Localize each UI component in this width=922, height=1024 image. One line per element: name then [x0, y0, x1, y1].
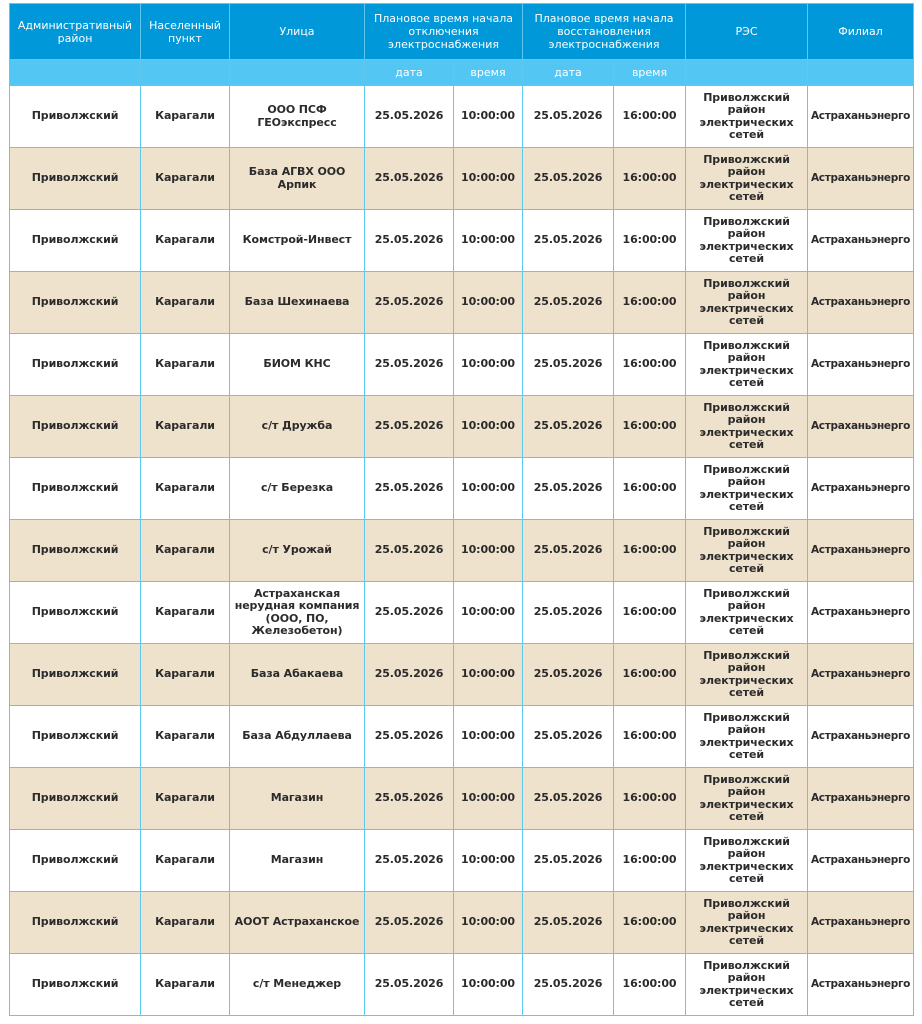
table-row [10, 272, 914, 334]
cell-street: с/т Менеджер [230, 954, 365, 1016]
table-row [10, 210, 914, 272]
table-body [10, 86, 914, 1016]
cell-branch: Астраханьэнерго [808, 334, 914, 396]
cell-restore-date: 25.05.2026 [523, 148, 614, 210]
cell-restore-time: 16:00:00 [614, 334, 686, 396]
cell-locality: Карагали [141, 148, 230, 210]
cell-start-date: 25.05.2026 [365, 520, 454, 582]
cell-start-date: 25.05.2026 [365, 458, 454, 520]
cell-street: Магазин [230, 830, 365, 892]
cell-street: База Абакаева [230, 644, 365, 706]
cell-locality: Карагали [141, 396, 230, 458]
cell-restore-date: 25.05.2026 [523, 458, 614, 520]
cell-locality: Карагали [141, 582, 230, 644]
cell-restore-date: 25.05.2026 [523, 706, 614, 768]
subheader-restore-time: время [614, 60, 686, 86]
cell-start-time: 10:00:00 [454, 892, 523, 954]
cell-start-date: 25.05.2026 [365, 396, 454, 458]
cell-start-date: 25.05.2026 [365, 148, 454, 210]
cell-restore-time: 16:00:00 [614, 396, 686, 458]
table-subheader-row [10, 60, 914, 86]
cell-start-date: 25.05.2026 [365, 582, 454, 644]
cell-locality: Карагали [141, 706, 230, 768]
cell-street: БИОМ КНС [230, 334, 365, 396]
cell-restore-date: 25.05.2026 [523, 830, 614, 892]
cell-restore-date: 25.05.2026 [523, 520, 614, 582]
cell-locality: Карагали [141, 644, 230, 706]
cell-start-time: 10:00:00 [454, 520, 523, 582]
cell-restore-date: 25.05.2026 [523, 954, 614, 1016]
cell-restore-time: 16:00:00 [614, 520, 686, 582]
cell-district: Приволжский [10, 458, 141, 520]
cell-locality: Карагали [141, 954, 230, 1016]
cell-branch: Астраханьэнерго [808, 768, 914, 830]
cell-res: Приволжский район электрических сетей [686, 520, 808, 582]
cell-district: Приволжский [10, 396, 141, 458]
cell-restore-date: 25.05.2026 [523, 892, 614, 954]
cell-start-time: 10:00:00 [454, 210, 523, 272]
cell-start-time: 10:00:00 [454, 706, 523, 768]
cell-res: Приволжский район электрических сетей [686, 334, 808, 396]
cell-restore-time: 16:00:00 [614, 830, 686, 892]
cell-branch: Астраханьэнерго [808, 706, 914, 768]
cell-start-time: 10:00:00 [454, 954, 523, 1016]
header-locality: Населенный пункт [141, 4, 230, 60]
cell-res: Приволжский район электрических сетей [686, 644, 808, 706]
cell-restore-time: 16:00:00 [614, 582, 686, 644]
cell-street: Астраханская нерудная компания (ООО, ПО, Железобетон) [230, 582, 365, 644]
subheader-empty [230, 60, 365, 86]
cell-start-date: 25.05.2026 [365, 892, 454, 954]
cell-start-time: 10:00:00 [454, 396, 523, 458]
cell-district: Приволжский [10, 210, 141, 272]
cell-restore-time: 16:00:00 [614, 644, 686, 706]
cell-branch: Астраханьэнерго [808, 148, 914, 210]
cell-res: Приволжский район электрических сетей [686, 148, 808, 210]
cell-start-time: 10:00:00 [454, 582, 523, 644]
cell-street: База АГВХ ООО Арпик [230, 148, 365, 210]
cell-district: Приволжский [10, 706, 141, 768]
header-restore: Плановое время начала восстановления электроснабжения [523, 4, 686, 60]
cell-res: Приволжский район электрических сетей [686, 272, 808, 334]
cell-locality: Карагали [141, 892, 230, 954]
cell-res: Приволжский район электрических сетей [686, 86, 808, 148]
cell-street: с/т Дружба [230, 396, 365, 458]
cell-street: База Шехинаева [230, 272, 365, 334]
subheader-empty [10, 60, 141, 86]
cell-restore-time: 16:00:00 [614, 272, 686, 334]
cell-restore-date: 25.05.2026 [523, 86, 614, 148]
cell-street: АООТ Астраханское [230, 892, 365, 954]
cell-restore-time: 16:00:00 [614, 210, 686, 272]
cell-district: Приволжский [10, 86, 141, 148]
cell-street: Комстрой-Инвест [230, 210, 365, 272]
subheader-empty [808, 60, 914, 86]
cell-branch: Астраханьэнерго [808, 582, 914, 644]
table-row [10, 520, 914, 582]
cell-branch: Астраханьэнерго [808, 458, 914, 520]
cell-locality: Карагали [141, 272, 230, 334]
cell-district: Приволжский [10, 520, 141, 582]
cell-branch: Астраханьэнерго [808, 210, 914, 272]
cell-res: Приволжский район электрических сетей [686, 706, 808, 768]
cell-restore-date: 25.05.2026 [523, 334, 614, 396]
cell-res: Приволжский район электрических сетей [686, 458, 808, 520]
cell-res: Приволжский район электрических сетей [686, 954, 808, 1016]
cell-restore-time: 16:00:00 [614, 148, 686, 210]
subheader-empty [686, 60, 808, 86]
cell-start-date: 25.05.2026 [365, 706, 454, 768]
table-row [10, 954, 914, 1016]
cell-restore-date: 25.05.2026 [523, 582, 614, 644]
cell-restore-time: 16:00:00 [614, 892, 686, 954]
cell-start-time: 10:00:00 [454, 768, 523, 830]
cell-restore-time: 16:00:00 [614, 954, 686, 1016]
cell-res: Приволжский район электрических сетей [686, 210, 808, 272]
cell-start-time: 10:00:00 [454, 86, 523, 148]
cell-branch: Астраханьэнерго [808, 272, 914, 334]
header-start: Плановое время начала отключения электроснабжения [365, 4, 523, 60]
header-district: Административный район [10, 4, 141, 60]
cell-res: Приволжский район электрических сетей [686, 582, 808, 644]
cell-locality: Карагали [141, 86, 230, 148]
cell-start-date: 25.05.2026 [365, 272, 454, 334]
cell-locality: Карагали [141, 768, 230, 830]
table-row [10, 148, 914, 210]
cell-district: Приволжский [10, 830, 141, 892]
table-row [10, 86, 914, 148]
cell-district: Приволжский [10, 768, 141, 830]
cell-street: Магазин [230, 768, 365, 830]
cell-restore-date: 25.05.2026 [523, 644, 614, 706]
header-street: Улица [230, 4, 365, 60]
cell-restore-time: 16:00:00 [614, 458, 686, 520]
cell-district: Приволжский [10, 582, 141, 644]
table-row [10, 334, 914, 396]
subheader-empty [141, 60, 230, 86]
cell-branch: Астраханьэнерго [808, 954, 914, 1016]
cell-restore-date: 25.05.2026 [523, 768, 614, 830]
cell-branch: Астраханьэнерго [808, 830, 914, 892]
cell-street: ООО ПСФ ГЕОэкспресс [230, 86, 365, 148]
table-row [10, 396, 914, 458]
subheader-restore-date: дата [523, 60, 614, 86]
cell-start-date: 25.05.2026 [365, 86, 454, 148]
cell-start-time: 10:00:00 [454, 334, 523, 396]
cell-start-date: 25.05.2026 [365, 334, 454, 396]
cell-start-time: 10:00:00 [454, 644, 523, 706]
cell-restore-date: 25.05.2026 [523, 272, 614, 334]
cell-district: Приволжский [10, 892, 141, 954]
cell-res: Приволжский район электрических сетей [686, 830, 808, 892]
cell-start-date: 25.05.2026 [365, 210, 454, 272]
cell-restore-date: 25.05.2026 [523, 396, 614, 458]
cell-branch: Астраханьэнерго [808, 892, 914, 954]
cell-start-date: 25.05.2026 [365, 644, 454, 706]
table-header-row [10, 4, 914, 60]
cell-start-time: 10:00:00 [454, 148, 523, 210]
cell-start-time: 10:00:00 [454, 272, 523, 334]
table-row [10, 458, 914, 520]
cell-res: Приволжский район электрических сетей [686, 396, 808, 458]
cell-start-time: 10:00:00 [454, 830, 523, 892]
table-row [10, 892, 914, 954]
cell-district: Приволжский [10, 148, 141, 210]
table-row [10, 582, 914, 644]
table-row [10, 644, 914, 706]
table-row [10, 706, 914, 768]
cell-locality: Карагали [141, 210, 230, 272]
cell-street: с/т Урожай [230, 520, 365, 582]
cell-locality: Карагали [141, 334, 230, 396]
cell-district: Приволжский [10, 272, 141, 334]
cell-res: Приволжский район электрических сетей [686, 892, 808, 954]
table-row [10, 830, 914, 892]
table-row [10, 768, 914, 830]
cell-branch: Астраханьэнерго [808, 520, 914, 582]
header-res: РЭС [686, 4, 808, 60]
cell-start-date: 25.05.2026 [365, 954, 454, 1016]
cell-res: Приволжский район электрических сетей [686, 768, 808, 830]
cell-start-date: 25.05.2026 [365, 830, 454, 892]
cell-branch: Астраханьэнерго [808, 86, 914, 148]
subheader-start-time: время [454, 60, 523, 86]
cell-start-time: 10:00:00 [454, 458, 523, 520]
cell-restore-time: 16:00:00 [614, 706, 686, 768]
cell-street: с/т Березка [230, 458, 365, 520]
cell-branch: Астраханьэнерго [808, 644, 914, 706]
cell-district: Приволжский [10, 954, 141, 1016]
cell-district: Приволжский [10, 334, 141, 396]
subheader-start-date: дата [365, 60, 454, 86]
cell-start-date: 25.05.2026 [365, 768, 454, 830]
cell-restore-date: 25.05.2026 [523, 210, 614, 272]
cell-locality: Карагали [141, 830, 230, 892]
cell-locality: Карагали [141, 520, 230, 582]
cell-locality: Карагали [141, 458, 230, 520]
cell-restore-time: 16:00:00 [614, 86, 686, 148]
cell-branch: Астраханьэнерго [808, 396, 914, 458]
cell-restore-time: 16:00:00 [614, 768, 686, 830]
cell-district: Приволжский [10, 644, 141, 706]
outage-schedule-table [9, 3, 914, 1016]
cell-street: База Абдуллаева [230, 706, 365, 768]
header-branch: Филиал [808, 4, 914, 60]
